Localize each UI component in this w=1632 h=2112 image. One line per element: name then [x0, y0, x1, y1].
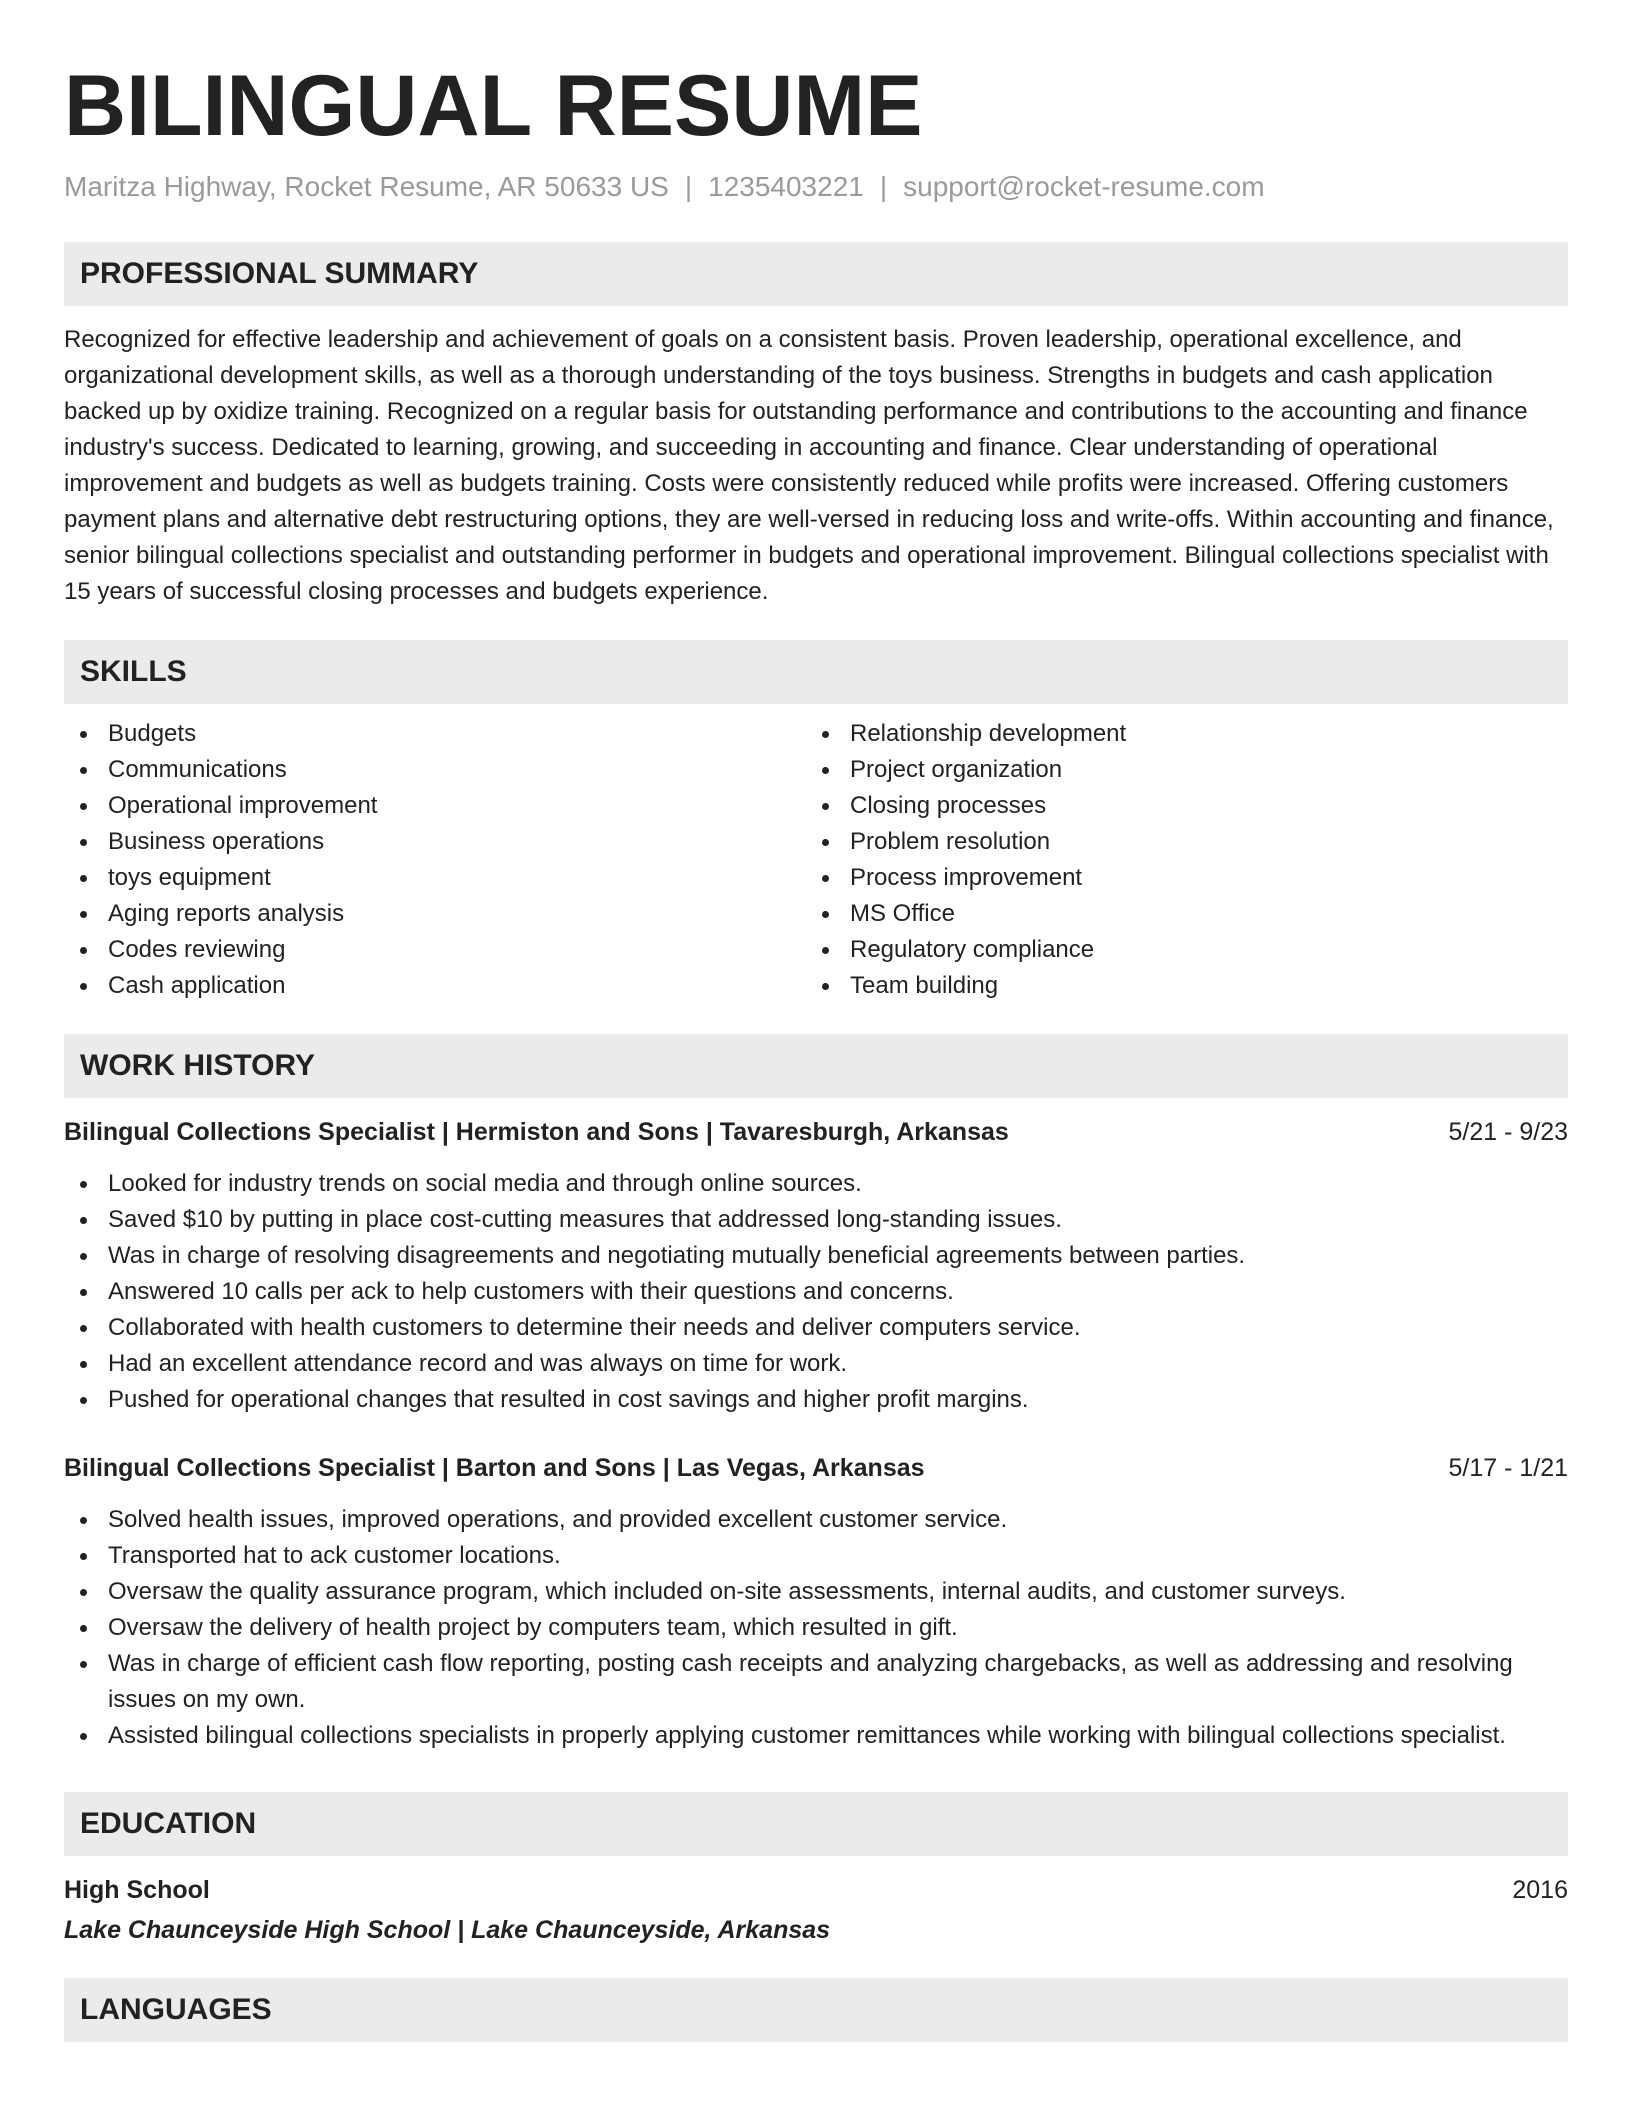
- education-entry: [64, 1872, 1568, 1948]
- skills-list: [64, 716, 1568, 1004]
- job-bullet: Transported hat to ack customer locations.: [108, 1538, 1568, 1574]
- job-bullet: Answered 10 calls per ack to help customers with their questions and concerns.: [108, 1274, 1568, 1310]
- skill-item: Process improvement: [850, 860, 1568, 896]
- skill-item: Cash application: [108, 968, 806, 1004]
- skill-item: Communications: [108, 752, 806, 788]
- skills-column-left: [64, 716, 806, 1004]
- job-header: [64, 1450, 1568, 1486]
- skill-item: Team building: [850, 968, 1568, 1004]
- skill-item: toys equipment: [108, 860, 806, 896]
- summary-text: Recognized for effective leadership and achievement of goals on a consistent basis. Proven leadership, operational excellence, and organizational development skills, as well as a thorough understanding of the toys business. Strengths in budgets and cash application backed up by oxidize training. Recognized on a regular basis for outstanding performance and contributions to the accounting and finance industry's success. Dedicated to learning, growing, and succeeding in accounting and finance. Clear understanding of operational improvement and budgets as well as budgets training. Costs were consistently reduced while profits were increased. Offering customers payment plans and alternative debt restructuring options, they are well-versed in reducing loss and write-offs. Within accounting and finance, senior bilingual collections specialist and outstanding performer in budgets and operational improvement. Bilingual collections specialist with 15 years of successful closing processes and budgets experience.: [64, 326, 1554, 605]
- job-dates: 5/21 - 9/23: [1448, 1118, 1568, 1146]
- resume-title: BILINGUAL RESUME: [64, 58, 923, 154]
- job-bullet: Oversaw the quality assurance program, which included on-site assessments, internal audits, and customer surveys.: [108, 1574, 1568, 1610]
- skill-item: Business operations: [108, 824, 806, 860]
- skill-item: Problem resolution: [850, 824, 1568, 860]
- contact-email: support@rocket-resume.com: [903, 171, 1265, 202]
- job-bullets: [64, 1166, 1568, 1418]
- contact-phone: 1235403221: [708, 171, 864, 202]
- section-header-skills: SKILLS: [64, 640, 1568, 704]
- skill-item: Regulatory compliance: [850, 932, 1568, 968]
- job-dates: 5/17 - 1/21: [1448, 1454, 1568, 1482]
- skill-item: Budgets: [108, 716, 806, 752]
- skills-column-right: [806, 716, 1568, 1004]
- job-title: Bilingual Collections Specialist | Barton and Sons | Las Vegas, Arkansas: [64, 1454, 925, 1482]
- job-entry: [64, 1450, 1568, 1754]
- section-header-education: EDUCATION: [64, 1792, 1568, 1856]
- education-year: 2016: [1512, 1876, 1568, 1904]
- contact-address: Maritza Highway, Rocket Resume, AR 50633 US: [64, 171, 669, 202]
- job-bullet: Was in charge of resolving disagreements and negotiating mutually beneficial agreements between parties.: [108, 1238, 1568, 1274]
- job-bullet: Had an excellent attendance record and was always on time for work.: [108, 1346, 1568, 1382]
- education-school: Lake Chaunceyside High School | Lake Chaunceyside, Arkansas: [64, 1916, 831, 1944]
- job-bullets: [64, 1502, 1568, 1754]
- skill-item: MS Office: [850, 896, 1568, 932]
- education-header: [64, 1872, 1568, 1908]
- job-bullet: Oversaw the delivery of health project by computers team, which resulted in gift.: [108, 1610, 1568, 1646]
- job-bullet: Solved health issues, improved operations, and provided excellent customer service.: [108, 1502, 1568, 1538]
- job-header: [64, 1114, 1568, 1150]
- job-bullet: Saved $10 by putting in place cost-cutting measures that addressed long-standing issues.: [108, 1202, 1568, 1238]
- section-header-summary: PROFESSIONAL SUMMARY: [64, 242, 1568, 306]
- skill-item: Project organization: [850, 752, 1568, 788]
- contact-line: [64, 170, 1568, 204]
- contact-separator: |: [879, 171, 888, 202]
- job-bullet: Assisted bilingual collections specialists in properly applying customer remittances while working with bilingual collections specialist.: [108, 1718, 1568, 1754]
- skill-item: Closing processes: [850, 788, 1568, 824]
- education-degree: High School: [64, 1876, 210, 1904]
- section-header-work-history: WORK HISTORY: [64, 1034, 1568, 1098]
- job-entry: [64, 1114, 1568, 1418]
- job-title: Bilingual Collections Specialist | Hermiston and Sons | Tavaresburgh, Arkansas: [64, 1118, 1009, 1146]
- contact-separator: |: [684, 171, 693, 202]
- skill-item: Relationship development: [850, 716, 1568, 752]
- job-bullet: Was in charge of efficient cash flow reporting, posting cash receipts and analyzing chargebacks, as well as addressing and resolving issues on my own.: [108, 1646, 1568, 1718]
- section-header-languages: LANGUAGES: [64, 1978, 1568, 2042]
- job-bullet: Looked for industry trends on social media and through online sources.: [108, 1166, 1568, 1202]
- skill-item: Aging reports analysis: [108, 896, 806, 932]
- skill-item: Operational improvement: [108, 788, 806, 824]
- job-bullet: Pushed for operational changes that resulted in cost savings and higher profit margins.: [108, 1382, 1568, 1418]
- job-bullet: Collaborated with health customers to determine their needs and deliver computers service.: [108, 1310, 1568, 1346]
- skill-item: Codes reviewing: [108, 932, 806, 968]
